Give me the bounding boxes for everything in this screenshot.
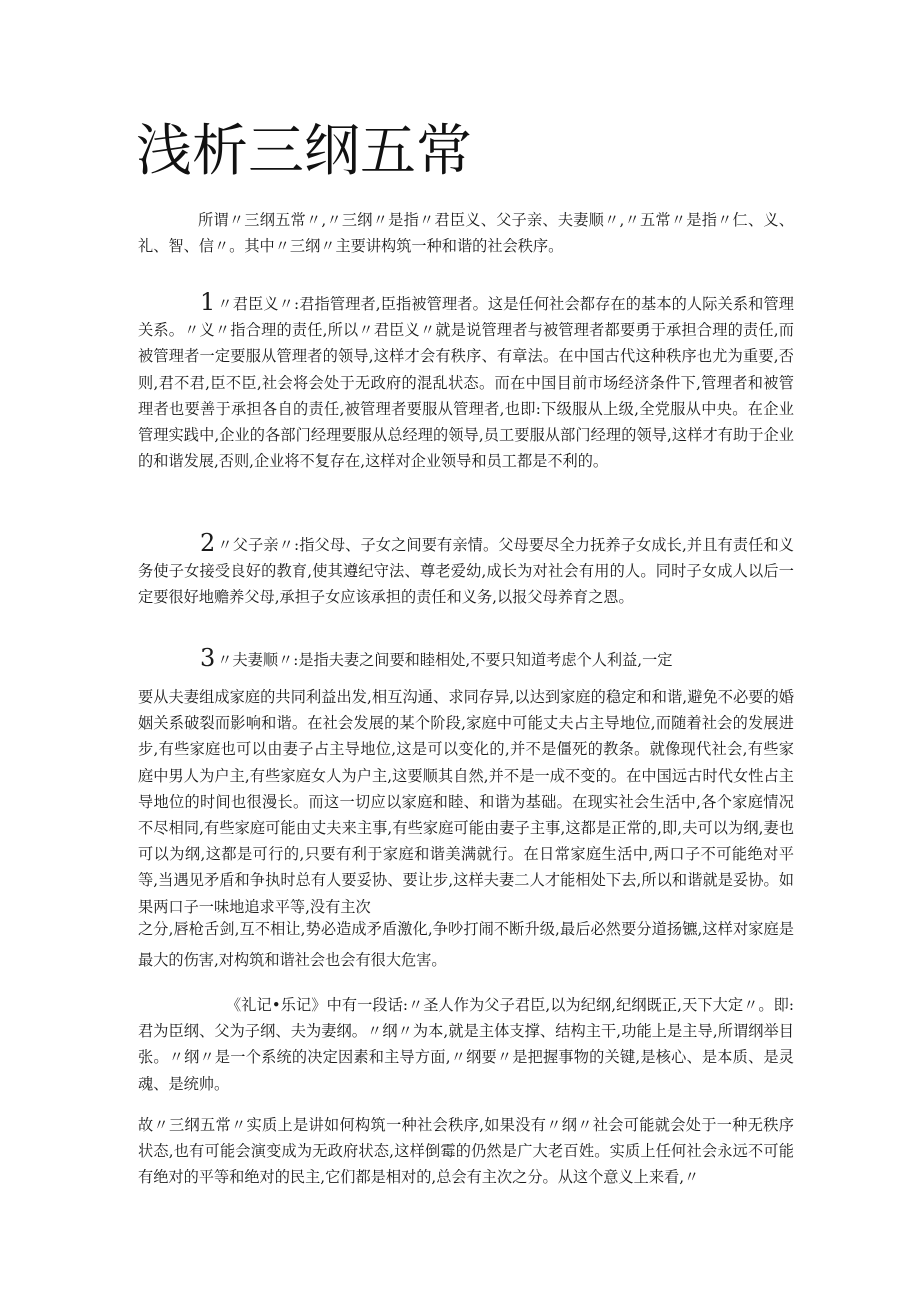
section-3-continuation: 要从夫妻组成家庭的共同利益出发,相互沟通、求同存异,以达到家庭的稳定和和谐,避免不必要的婚姻关系破裂而影响和谐。在社会发展的某个阶段,家庭中可能丈夫占主导地位,而随着社会的发展进步,有些家庭也可以由妻子占主导地位,这是可以变化的,并不是僵死的教条。就像现代社会,有些家庭中男人为户主,有些家庭女人为户主,这要顺其自然,并不是一成不变的。在中国远古时代女性占主导地位的时间也很漫长。而这一切应以家庭和睦、和谐为基础。在现实社会生活中,各个家庭情况不尽相同,有些家庭可能由丈夫来主事,有些家庭可能由妻子主事,这都是正常的,即,夫可以为纲,妻也可以为纲,这都是可行的,只要有利于家庭和谐美满就行。在日常家庭生活中,两口子不可能绝对平等,当遇见矛盾和争执时总有人要妥协、要让步,这样夫妻二人才能相处下去,所以和谐就是妥协。如果两口子一味地追求平等,没有主次 (138, 688, 794, 916)
section-2-text: 〃父子亲〃:指父母、子女之间要有亲情。父母要尽全力抚养子女成长,并且有责任和义务使子女接受良好的教育,使其遵纪守法、尊老爱幼,成长为对社会有用的人。同时子女成人以后一定要很好地赡养父母,承担子女应该承担的责任和义务,以报父母养育之恩。 (138, 536, 794, 607)
section-1-paragraph (138, 288, 794, 474)
section-3-text: 〃夫妻顺〃:是指夫妻之间要和睦相处,不要只知道考虑个人利益,一定 (217, 651, 673, 669)
section-2-number: 2 (200, 529, 216, 557)
section-3-continuation-2: 之分,唇枪舌剑,互不相让,势必造成矛盾激化,争吵打闹不断升级,最后必然要分道扬镳,这样对家庭是最大的伤害,对构筑和谐社会也会有很大危害。 (138, 920, 794, 969)
section-3-paragraph (138, 644, 794, 673)
page-title: 浅析三纲五常 (136, 119, 472, 184)
section-2-paragraph (138, 529, 794, 611)
quote-paragraph: 《礼记•乐记》中有一段话:〃圣人作为父子君臣,以为纪纲,纪纲既正,天下大定〃。即:君为臣纲、父为子纲、夫为妻纲。〃纲〃为本,就是主体支撑、结构主干,功能上是主导,所谓纲举目张。〃纲〃是一个系统的决定因素和主导方面,〃纲要〃是把握事物的关键,是核心、是本质、是灵魂、是统帅。 (138, 996, 794, 1093)
section-1-number: 1 (200, 288, 216, 316)
final-paragraph: 故〃三纲五常〃实质上是讲如何构筑一种社会秩序,如果没有〃纲〃社会可能就会处于一种无秩序状态,也有可能会演变成为无政府状态,这样倒霉的仍然是广大老百姓。实质上任何社会永远不可能有绝对的平等和绝对的民主,它们都是相对的,总会有主次之分。从这个意义上来看,〃 (138, 1116, 794, 1187)
section-1-text: 〃君臣义〃:君指管理者,臣指被管理者。这是任何社会都存在的基本的人际关系和管理关系。〃义〃指合理的责任,所以〃君臣义〃就是说管理者与被管理者都要勇于承担合理的责任,而被管理者一定要服从管理者的领导,这样才会有秩序、有章法。在中国古代这种秩序也尤为重要,否则,君不君,臣不臣,社会将会处于无政府的混乱状态。而在中国目前市场经济条件下,管理者和被管理者也要善于承担各自的责任,被管理者要服从管理者,也即:下级服从上级,全党服从中央。在企业管理实践中,企业的各部门经理要服从总经理的领导,员工要服从部门经理的领导,这样才有助于企业的和谐发展,否则,企业将不复存在,这样对企业领导和员工都是不利的。 (138, 295, 794, 471)
intro-paragraph: 所谓〃三纲五常〃,〃三纲〃是指〃君臣义、父子亲、夫妻顺〃,〃五常〃是指〃仁、义、礼、智、信〃。其中〃三纲〃主要讲构筑一种和谐的社会秩序。 (138, 211, 794, 256)
section-3-number: 3 (200, 644, 216, 672)
